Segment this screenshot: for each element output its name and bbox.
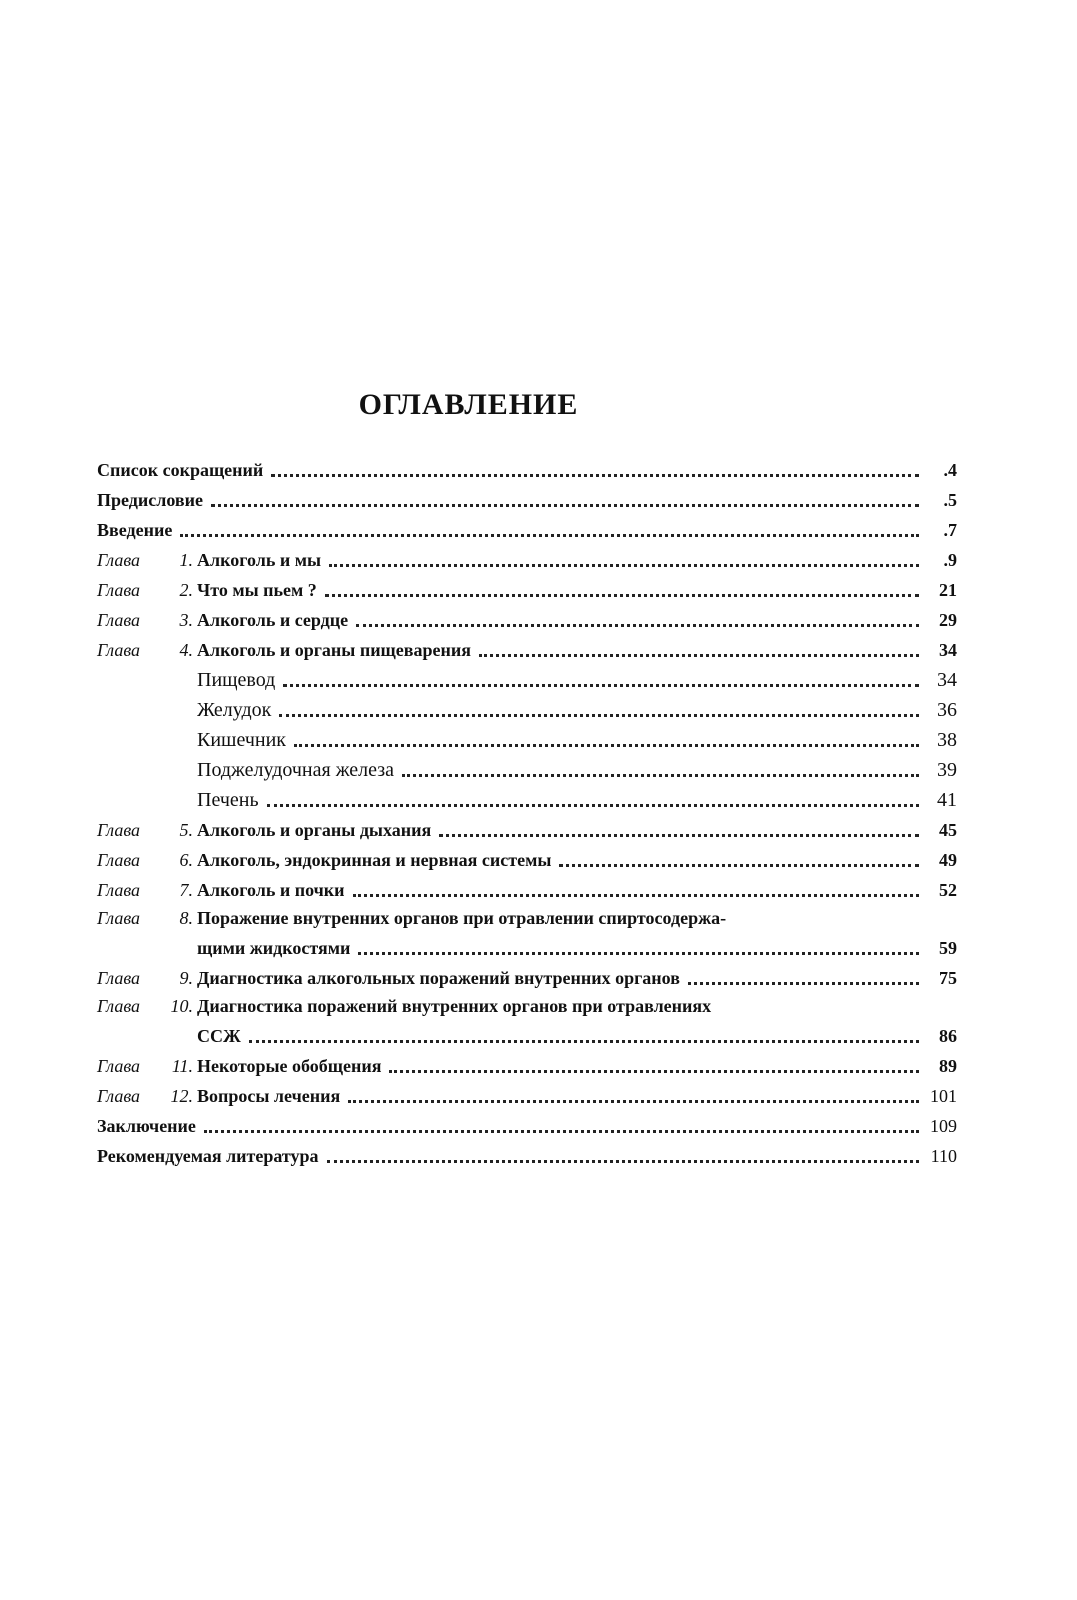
- chapter-number: 10.: [170, 996, 193, 1016]
- toc-subentry-intestine[interactable]: [97, 725, 957, 755]
- chapter-number: 9.: [179, 968, 193, 988]
- toc-page-number: 110: [930, 1146, 957, 1166]
- toc-entry-chapter-12[interactable]: [97, 1081, 957, 1111]
- toc-page-number: 39: [937, 759, 957, 781]
- dot-leader: [211, 504, 919, 507]
- toc-entry-title: Диагностика поражений внутренних органов при отравлениях: [197, 996, 712, 1016]
- dot-leader: [271, 474, 919, 477]
- toc-entry-chapter-10[interactable]: [97, 993, 957, 1021]
- toc-page-number: 38: [937, 729, 957, 751]
- toc-entry-chapter-6[interactable]: [97, 845, 957, 875]
- dot-leader: [327, 1160, 919, 1163]
- toc-entry-chapter-10-continued[interactable]: [97, 1021, 957, 1051]
- toc-subentry-stomach[interactable]: [97, 695, 957, 725]
- dot-leader: [325, 594, 919, 597]
- chapter-number: 5.: [179, 820, 193, 840]
- toc-entry-chapter-4[interactable]: [97, 635, 957, 665]
- toc-page-number: 49: [939, 850, 957, 870]
- toc-entry-title: Алкоголь и почки: [197, 880, 345, 900]
- chapter-prefix: [97, 875, 197, 905]
- chapter-label: Глава: [97, 908, 141, 928]
- chapter-label: Глава: [97, 640, 141, 660]
- chapter-prefix: [97, 903, 197, 933]
- table-of-contents: [97, 455, 957, 1171]
- toc-entry-chapter-3[interactable]: [97, 605, 957, 635]
- toc-page-number: .7: [943, 520, 957, 540]
- chapter-label: Глава: [97, 610, 141, 630]
- toc-subentry-liver[interactable]: [97, 785, 957, 815]
- chapter-number: 11.: [171, 1056, 193, 1076]
- toc-entry-title: Алкоголь, эндокринная и нервная системы: [197, 850, 552, 870]
- toc-entry-title: Вопросы лечения: [197, 1086, 341, 1106]
- chapter-label: Глава: [97, 580, 141, 600]
- toc-entry-title: Поражение внутренних органов при отравлении спиртосодержа-: [197, 908, 727, 928]
- chapter-number: 2.: [179, 580, 193, 600]
- dot-leader: [267, 804, 919, 807]
- chapter-label: Глава: [97, 1056, 141, 1076]
- toc-entry-recommended-literature[interactable]: [97, 1141, 957, 1171]
- toc-entry-title: Алкоголь и органы пищеварения: [197, 640, 471, 660]
- toc-entry-title: Что мы пьем ?: [197, 580, 317, 600]
- toc-entry-title: Алкоголь и сердце: [197, 610, 349, 630]
- dot-leader: [389, 1070, 919, 1073]
- dot-leader: [249, 1040, 919, 1043]
- toc-entry-title: Желудок: [197, 699, 272, 721]
- dot-leader: [348, 1100, 919, 1103]
- chapter-number: 7.: [179, 880, 193, 900]
- toc-page-number: 41: [937, 789, 957, 811]
- chapter-prefix: [97, 635, 197, 665]
- toc-entry-title: Список сокращений: [97, 460, 264, 480]
- toc-entry-title: Некоторые обобщения: [197, 1056, 382, 1076]
- toc-page-number: 34: [939, 640, 957, 660]
- toc-entry-chapter-11[interactable]: [97, 1051, 957, 1081]
- dot-leader: [294, 744, 919, 747]
- toc-page-number: 75: [939, 968, 957, 988]
- toc-page-number: 86: [939, 1026, 957, 1046]
- chapter-prefix: [97, 575, 197, 605]
- chapter-number: 3.: [179, 610, 193, 630]
- dot-leader: [180, 534, 919, 537]
- toc-entry-title: Алкоголь и мы: [197, 550, 322, 570]
- toc-entry-conclusion[interactable]: [97, 1111, 957, 1141]
- toc-entry-chapter-9[interactable]: [97, 963, 957, 993]
- toc-entry-chapter-1[interactable]: [97, 545, 957, 575]
- chapter-number: 6.: [179, 850, 193, 870]
- dot-leader: [283, 684, 919, 687]
- toc-entry-chapter-8[interactable]: [97, 905, 957, 933]
- page-title: ОГЛАВЛЕНИЕ: [358, 388, 579, 421]
- toc-entry-title: Поджелудочная железа: [197, 759, 395, 781]
- dot-leader: [204, 1130, 919, 1133]
- chapter-number: 4.: [179, 640, 193, 660]
- chapter-label: Глава: [97, 880, 141, 900]
- chapter-prefix: [97, 963, 197, 993]
- toc-page-number: 101: [930, 1086, 957, 1106]
- chapter-prefix: [97, 815, 197, 845]
- toc-entry-title: Предисловие: [97, 490, 203, 510]
- chapter-prefix: [97, 1051, 197, 1081]
- toc-page-number: 59: [939, 938, 957, 958]
- toc-page-number: 29: [939, 610, 957, 630]
- chapter-prefix: [97, 545, 197, 575]
- toc-entry-title: Рекомендуемая литература: [97, 1146, 319, 1166]
- toc-entry-chapter-2[interactable]: [97, 575, 957, 605]
- toc-page-number: .5: [943, 490, 957, 510]
- dot-leader: [356, 624, 919, 627]
- toc-entry-title: Пищевод: [197, 669, 276, 691]
- toc-entry-abbreviations[interactable]: [97, 455, 957, 485]
- toc-entry-chapter-7[interactable]: [97, 875, 957, 905]
- chapter-prefix: [97, 605, 197, 635]
- chapter-number: 1.: [179, 550, 193, 570]
- toc-entry-title: Алкоголь и органы дыхания: [197, 820, 432, 840]
- toc-entry-title: Печень: [197, 789, 259, 811]
- chapter-prefix: [97, 845, 197, 875]
- toc-page-number: 34: [937, 669, 957, 691]
- dot-leader: [353, 894, 919, 897]
- chapter-label: Глава: [97, 1086, 141, 1106]
- chapter-number: 12.: [170, 1086, 193, 1106]
- chapter-label: Глава: [97, 550, 141, 570]
- toc-page-number: 45: [939, 820, 957, 840]
- chapter-label: Глава: [97, 968, 141, 988]
- toc-entry-introduction[interactable]: [97, 515, 957, 545]
- dot-leader: [402, 774, 919, 777]
- toc-page-number: 89: [939, 1056, 957, 1076]
- chapter-label: Глава: [97, 850, 141, 870]
- dot-leader: [358, 952, 919, 955]
- toc-page-number: .9: [943, 550, 957, 570]
- toc-subentry-esophagus[interactable]: [97, 665, 957, 695]
- toc-entry-title: Введение: [97, 520, 173, 540]
- toc-entry-chapter-8-continued[interactable]: [97, 933, 957, 963]
- toc-subentry-pancreas[interactable]: [97, 755, 957, 785]
- toc-entry-title: Кишечник: [197, 729, 287, 751]
- chapter-number: 8.: [179, 908, 193, 928]
- dot-leader: [479, 654, 919, 657]
- chapter-prefix: [97, 991, 197, 1021]
- dot-leader: [559, 864, 919, 867]
- toc-page-number: 36: [937, 699, 957, 721]
- toc-page-number: .4: [943, 460, 957, 480]
- toc-entry-title: щими жидкостями: [197, 938, 351, 958]
- dot-leader: [439, 834, 919, 837]
- toc-entry-preface[interactable]: [97, 485, 957, 515]
- toc-page-number: 21: [939, 580, 957, 600]
- toc-entry-title: Заключение: [97, 1116, 196, 1136]
- toc-entry-title: ССЖ: [197, 1026, 241, 1046]
- toc-page-number: 52: [939, 880, 957, 900]
- dot-leader: [279, 714, 919, 717]
- toc-entry-title: Диагностика алкогольных поражений внутренних органов: [197, 968, 680, 988]
- toc-entry-chapter-5[interactable]: [97, 815, 957, 845]
- dot-leader: [688, 982, 919, 985]
- chapter-prefix: [97, 1081, 197, 1111]
- toc-page-number: 109: [930, 1116, 957, 1136]
- dot-leader: [329, 564, 919, 567]
- chapter-label: Глава: [97, 996, 141, 1016]
- chapter-label: Глава: [97, 820, 141, 840]
